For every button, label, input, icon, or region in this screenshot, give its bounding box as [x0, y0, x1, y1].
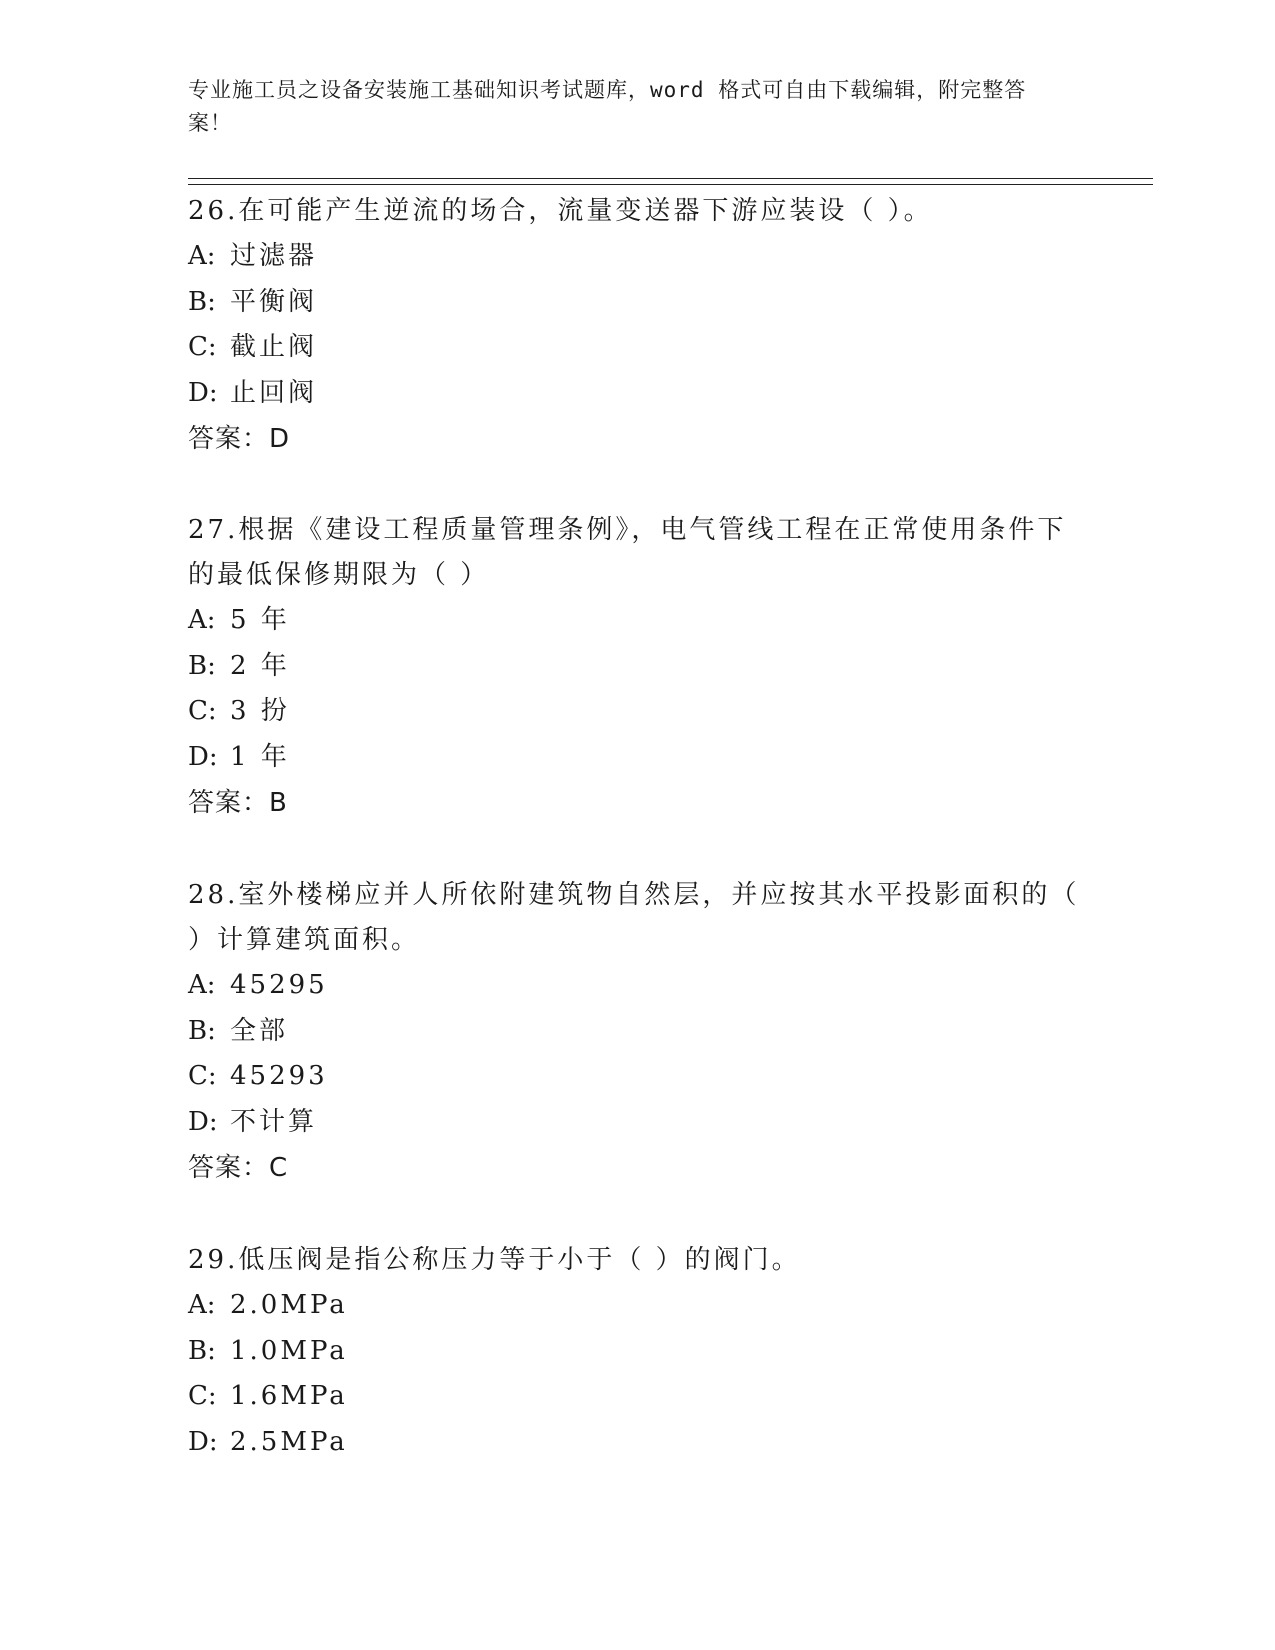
option-key: B:: [188, 1015, 216, 1046]
option-text: 2 年: [230, 650, 290, 681]
option-c: [188, 1054, 1088, 1100]
option-b: [188, 1329, 1088, 1375]
option-key: D:: [188, 1426, 218, 1457]
question-28: [188, 873, 1088, 1191]
option-key: A:: [188, 970, 216, 1000]
document-header: 专业施工员之设备安装施工基础知识考试题库，word 格式可自由下载编辑，附完整答案！: [188, 78, 1027, 135]
option-b: [188, 644, 1088, 690]
option-key: B:: [188, 286, 216, 317]
option-c: [188, 1374, 1088, 1420]
option-c: [188, 325, 1088, 371]
option-text: 45295: [230, 970, 328, 1000]
option-key: C:: [188, 1061, 217, 1091]
option-text: 5 年: [230, 605, 290, 635]
header-divider-bottom: [188, 184, 1153, 185]
option-text: 45293: [230, 1061, 328, 1091]
option-text: 截止阀: [230, 332, 318, 362]
option-b: [188, 1009, 1088, 1055]
answer-label: 答案：C: [188, 1153, 289, 1183]
question-27: [188, 508, 1088, 826]
option-key: D:: [188, 1106, 218, 1137]
option-key: C:: [188, 1381, 217, 1411]
option-key: D:: [188, 741, 218, 772]
option-text: 1 年: [230, 741, 290, 772]
option-key: C:: [188, 696, 217, 726]
option-text: 全部: [230, 1015, 289, 1046]
question-26: [188, 189, 1088, 462]
option-key: B:: [188, 650, 216, 681]
option-d: [188, 1100, 1088, 1146]
option-key: B:: [188, 1335, 216, 1366]
option-text: 3 扮: [230, 696, 290, 726]
option-text: 2.0MPa: [230, 1290, 348, 1320]
option-a: [188, 598, 1088, 644]
question-stem: 28.室外楼梯应并人所依附建筑物自然层，并应按其水平投影面积的（ ）计算建筑面积。: [188, 880, 1080, 955]
answer-label: 答案：B: [188, 788, 288, 818]
option-b: [188, 280, 1088, 326]
option-a: [188, 1283, 1088, 1329]
header-divider-top: [188, 178, 1153, 179]
option-d: [188, 371, 1088, 417]
option-text: 止回阀: [230, 377, 318, 408]
option-a: [188, 963, 1088, 1009]
option-text: 平衡阀: [230, 286, 318, 317]
answer-label: 答案：D: [188, 424, 291, 454]
option-c: [188, 689, 1088, 735]
option-key: A:: [188, 1290, 216, 1320]
question-stem: 26.在可能产生逆流的场合，流量变送器下游应装设（ ）。: [188, 196, 933, 226]
option-key: C:: [188, 332, 217, 362]
option-d: [188, 1420, 1088, 1466]
option-a: [188, 234, 1088, 280]
option-text: 过滤器: [230, 241, 318, 271]
option-key: A:: [188, 605, 216, 635]
option-key: A:: [188, 241, 216, 271]
option-text: 1.0MPa: [230, 1335, 348, 1366]
option-text: 不计算: [230, 1106, 318, 1137]
option-key: D:: [188, 377, 218, 408]
option-text: 1.6MPa: [230, 1381, 348, 1411]
option-text: 2.5MPa: [230, 1426, 348, 1457]
question-stem: 29.低压阀是指公称压力等于小于（ ）的阀门。: [188, 1245, 801, 1275]
question-29: [188, 1238, 1088, 1465]
option-d: [188, 735, 1088, 781]
question-stem: 27.根据《建设工程质量管理条例》，电气管线工程在正常使用条件下的最低保修期限为（ ）: [188, 515, 1067, 590]
